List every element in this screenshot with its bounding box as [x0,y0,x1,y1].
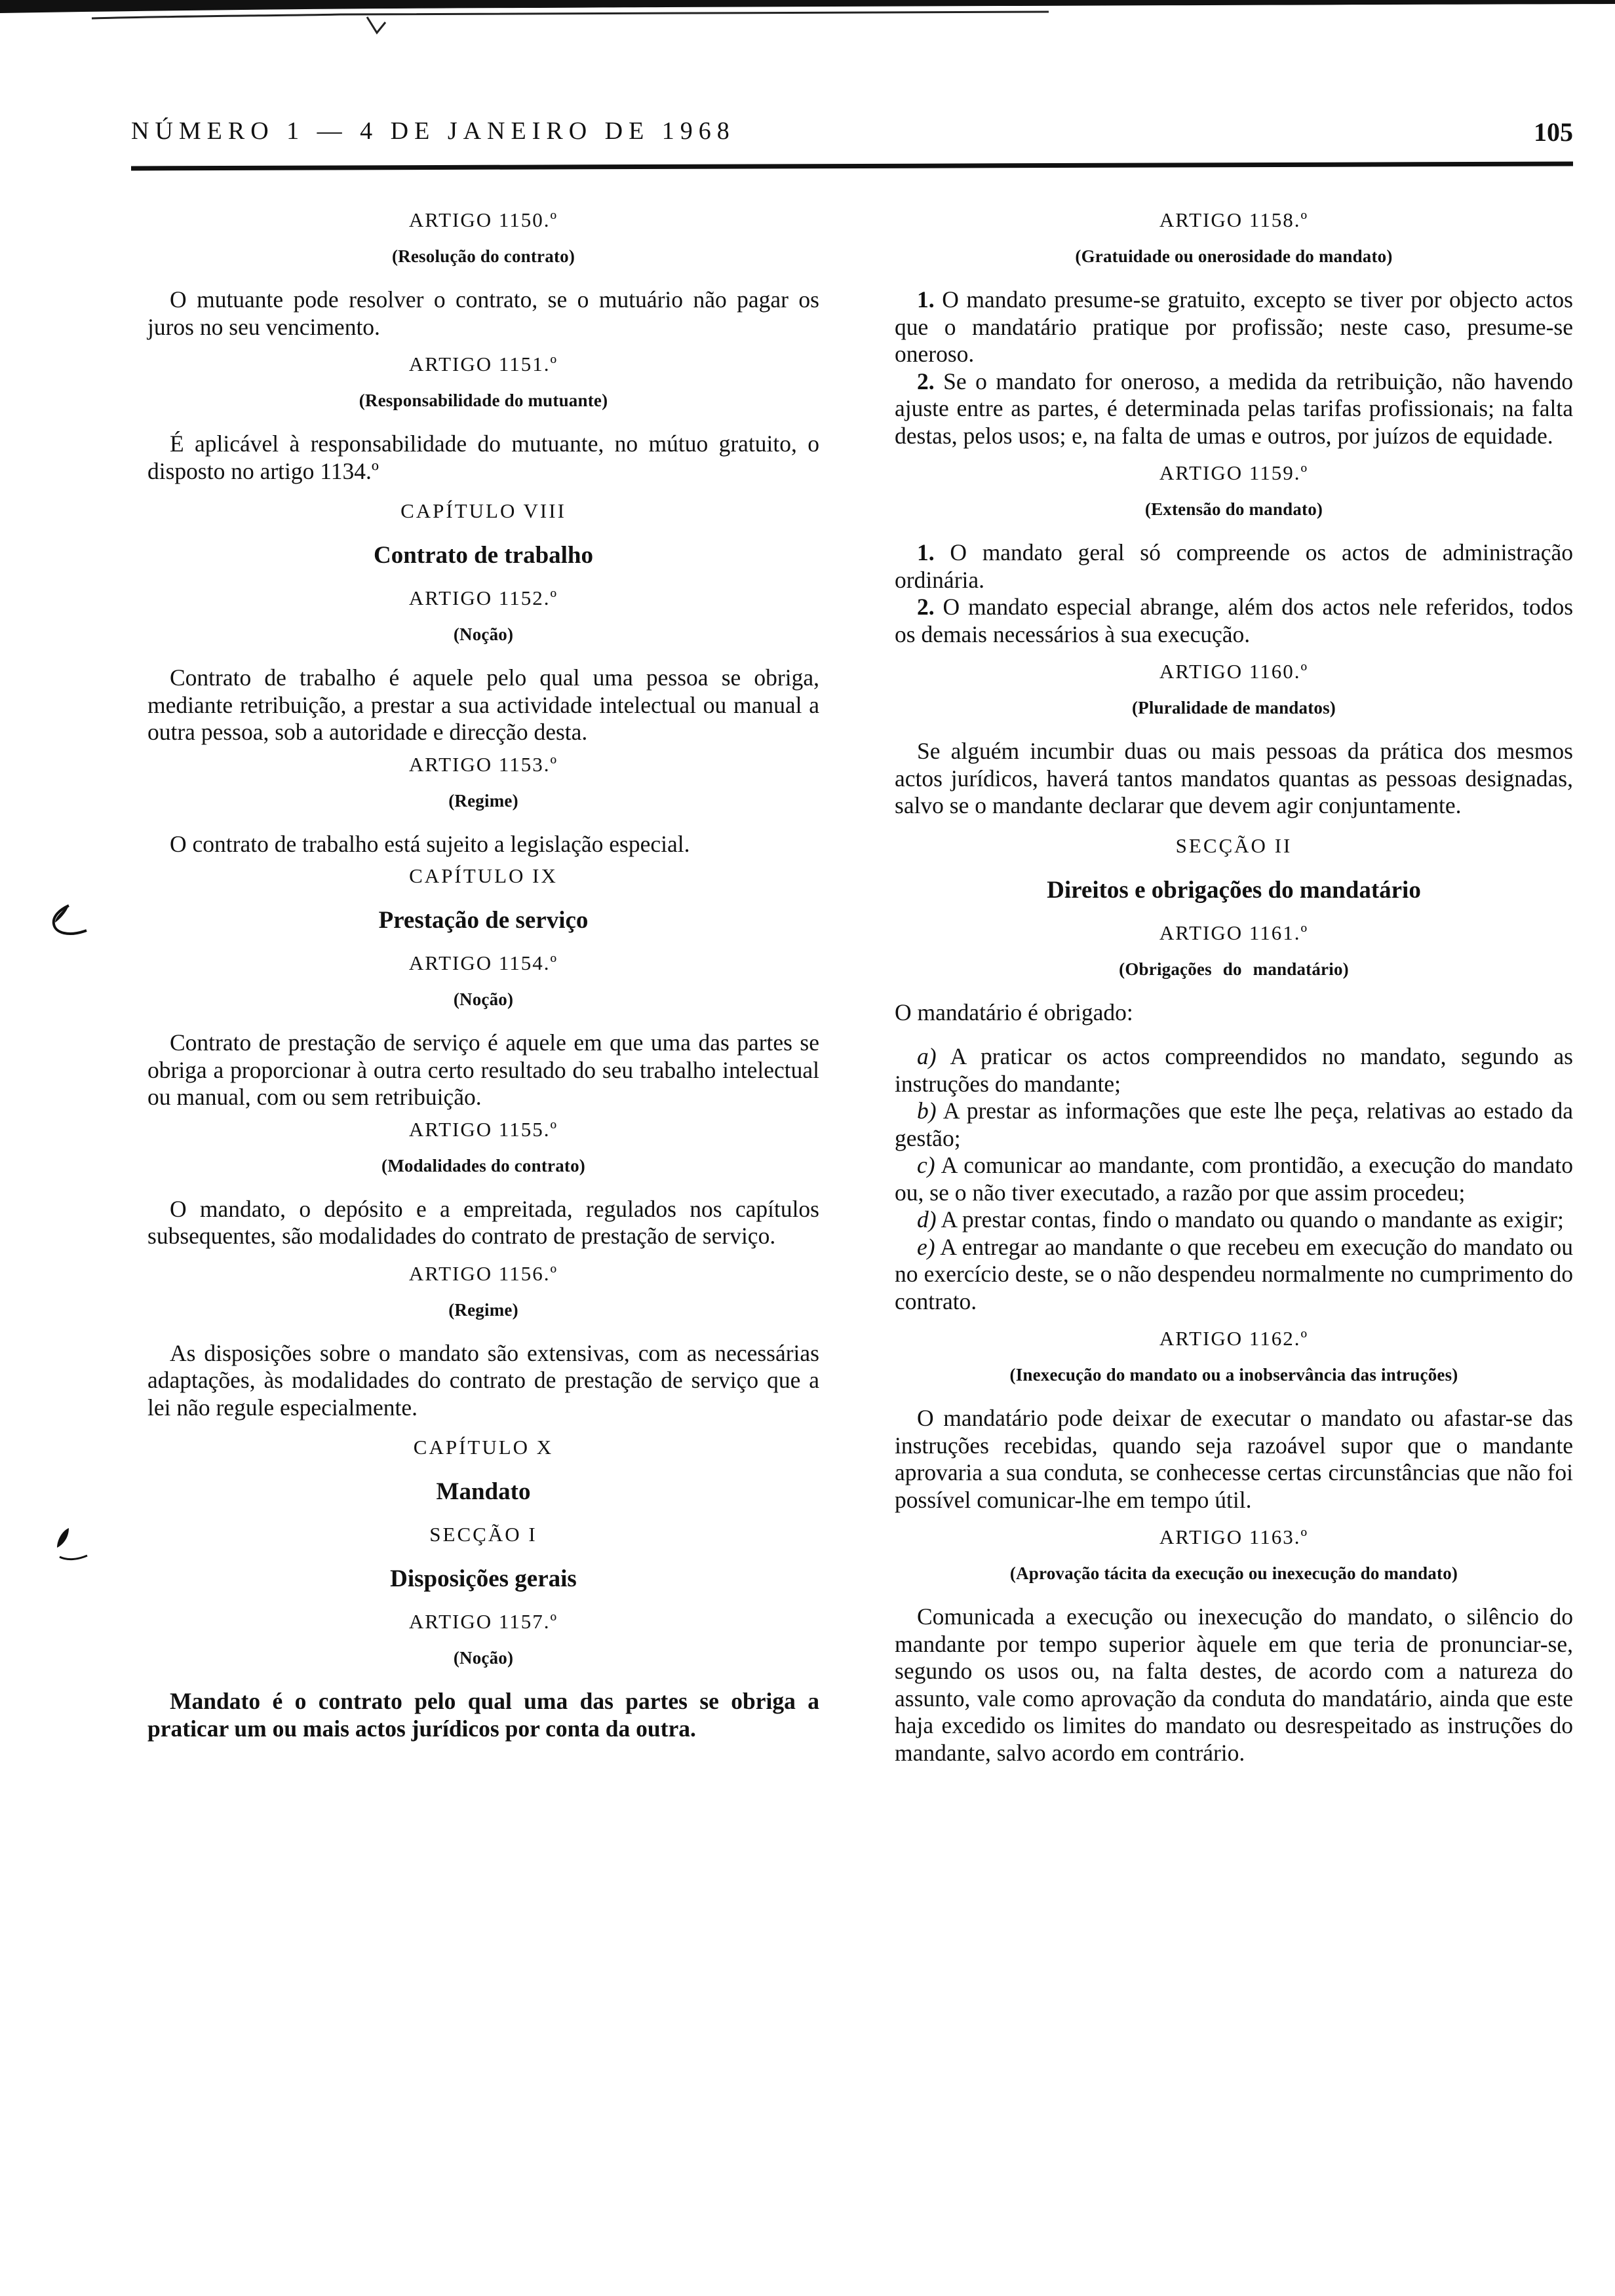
chapter-title: Prestação de serviço [378,907,589,934]
article-heading: ARTIGO 1159.º [1159,461,1309,484]
lettered-item [895,1206,1573,1234]
numbered-item [895,594,1573,648]
article-text: Comunicada a execução ou inexecução do mandato, o silêncio do mandante por tempo superior àquele em que teria de pronunciar-se, segundo os usos ou, na falta destes, de acordo com a natureza do assunto, vale como aprovação da conduta do mandatário, ainda que este haja excedido os limites do mandato ou desrespeitado as instruções do mandante, salvo acordo em contrário. [895,1603,1573,1766]
article-subtitle: (Pluralidade de mandatos) [1131,698,1336,718]
item-letter: d) [917,1206,937,1233]
item-number: 2. [917,594,935,620]
article-heading: ARTIGO 1154.º [408,951,558,974]
article-heading: ARTIGO 1153.º [408,752,558,776]
item-letter: a) [917,1043,937,1069]
item-letter: b) [917,1098,937,1124]
article-subtitle: (Regime) [448,1299,518,1320]
article-1157 [147,1610,819,1742]
article-text: O mandatário pode deixar de executar o mandato ou afastar-se das instruções recebidas, quando seja razoável supor que o mandante aprovaria a sua conduta, se conhecesse certas circunstâncias que não foi possível comunicar-lhe em tempo útil. [895,1405,1573,1513]
article-text: O contrato de trabalho está sujeito a legislação especial. [170,830,690,857]
item-text: Se o mandato for oneroso, a medida da retribuição, não havendo ajuste entre as partes, é determinada pelas tarifas profissionais; na falta destas, pelos usos; e, na falta de umas e outros, por juízos de equidade. [895,368,1573,449]
left-column [147,197,819,1749]
article-text: As disposições sobre o mandato são extensivas, com as necessárias adaptações, às modalidades do contrato de prestação de serviço que a lei não regule especialmente. [147,1339,819,1421]
item-text: A prestar as informações que este lhe peça, relativas ao estado da gestão; [895,1098,1574,1151]
article-heading: ARTIGO 1161.º [1159,921,1309,944]
article-text: Contrato de prestação de serviço é aquele em que uma das partes se obriga a proporcionar à outra certo resultado do seu trabalho intelectual ou manual, com ou sem retribuição. [147,1029,819,1110]
article-1156 [147,1262,819,1422]
scan-edge-artifact [0,0,1615,39]
page-number: 105 [1534,117,1573,147]
margin-check-mark-icon [46,904,92,944]
article-subtitle: (Noção) [453,1648,514,1668]
lettered-item [895,1098,1573,1152]
right-column [895,197,1573,1773]
article-1150 [147,208,819,341]
article-heading: ARTIGO 1150.º [408,208,558,231]
article-1155 [147,1118,819,1250]
chapter-title: Mandato [436,1478,531,1505]
chapter-heading: CAPÍTULO VIII [400,499,566,522]
section-title: Disposições gerais [390,1565,577,1592]
section-heading: SECÇÃO I [429,1523,537,1546]
article-subtitle: (Responsabilidade do mutuante) [359,391,608,410]
chapter-heading: CAPÍTULO IX [409,864,558,887]
article-subtitle: (Extensão do mandato) [1144,499,1323,519]
chapter-10 [147,1436,819,1506]
article-text: Contrato de trabalho é aquele pelo qual uma pessoa se obriga, mediante retribuição, a prestar a sua actividade intelectual ou manual a outra pessoa, sob a autoridade e direcção desta. [147,664,819,745]
article-subtitle: (Resolução do contrato) [391,246,575,266]
article-1160 [895,660,1573,820]
article-1161 [895,921,1573,1316]
section-1 [147,1523,819,1593]
page-header [131,117,1573,156]
chapter-title: Contrato de trabalho [373,542,594,569]
chapter-8 [147,499,819,569]
article-text: É aplicável à responsabilidade do mutuante, no mútuo gratuito, o disposto no artigo 1134.º [147,430,819,484]
item-number: 2. [917,368,935,394]
lettered-item [895,1152,1573,1206]
item-text: A prestar contas, findo o mandato ou quando o mandante as exigir; [941,1206,1564,1233]
article-1153 [147,753,819,858]
article-heading: ARTIGO 1152.º [408,586,558,609]
section-title: Direitos e obrigações do mandatário [1047,876,1421,904]
article-1159 [895,461,1573,648]
article-text: O mandato, o depósito e a empreitada, regulados nos capítulos subsequentes, são modalidades do contrato de prestação de serviço. [147,1195,819,1249]
article-text: O mutuante pode resolver o contrato, se o mutuário não pagar os juros no seu vencimento. [147,286,819,340]
item-number: 1. [917,539,935,565]
article-heading: ARTIGO 1156.º [408,1261,558,1285]
issue-title: NÚMERO 1 — 4 DE JANEIRO DE 1968 [131,117,735,145]
article-heading: ARTIGO 1163.º [1159,1525,1309,1548]
article-subtitle: (Modalidades do contrato) [381,1155,585,1176]
chapter-heading: CAPÍTULO X [413,1436,554,1459]
article-1154 [147,951,819,1111]
margin-check-mark-icon [49,1527,95,1573]
lettered-item [895,1043,1573,1098]
article-subtitle: (Noção) [453,624,514,644]
numbered-item [895,368,1573,450]
item-text: O mandato especial abrange, além dos actos nele referidos, todos os demais necessários à sua execução. [895,594,1574,647]
article-subtitle: (Noção) [453,989,514,1009]
article-heading: ARTIGO 1160.º [1159,660,1309,683]
article-text: Se alguém incumbir duas ou mais pessoas da prática dos mesmos actos jurídicos, haverá tantos mandatos quantas as pessoas designadas, salvo se o mandante declarar que devem agir conjuntamente. [895,738,1573,818]
item-text: O mandato geral só compreende os actos de administração ordinária. [895,539,1574,593]
article-subtitle: (Obrigações do mandatário) [1119,959,1349,979]
article-1151 [147,353,819,485]
article-1158 [895,208,1573,450]
section-heading: SECÇÃO II [1175,833,1293,857]
item-text: O mandato presume-se gratuito, excepto se tiver por objecto actos que o mandatário pratique por profissão; neste caso, presume-se oneroso. [895,286,1573,367]
article-subtitle: (Aprovação tácita da execução ou inexecução do mandato) [1009,1563,1458,1583]
article-intro: O mandatário é obrigado: [895,999,1133,1025]
article-subtitle: (Inexecução do mandato ou a inobservância das intruções) [1009,1365,1458,1385]
section-2 [895,834,1573,904]
article-subtitle: (Gratuidade ou onerosidade do mandato) [1075,246,1393,266]
header-rule [131,162,1573,171]
article-heading: ARTIGO 1155.º [408,1117,558,1141]
numbered-item [895,286,1573,368]
item-number: 1. [917,286,935,313]
item-text: A entregar ao mandante o que recebeu em execução do mandato ou no exercício deste, se o não despendeu normalmente no cumprimento do contrato. [895,1233,1573,1314]
item-letter: c) [917,1152,935,1178]
article-subtitle: (Regime) [448,790,518,811]
lettered-item [895,1234,1573,1316]
item-text: A comunicar ao mandante, com prontidão, a execução do mandato ou, se o não tiver executado, a razão por que assim procedeu; [895,1152,1574,1206]
article-text: Mandato é o contrato pelo qual uma das partes se obriga a praticar um ou mais actos jurídicos por conta da outra. [147,1688,819,1742]
numbered-item [895,539,1573,594]
article-heading: ARTIGO 1158.º [1159,208,1309,231]
item-letter: e) [917,1233,935,1260]
article-1163 [895,1525,1573,1767]
article-1152 [147,586,819,746]
article-heading: ARTIGO 1162.º [1159,1327,1309,1350]
article-1162 [895,1327,1573,1514]
article-heading: ARTIGO 1157.º [408,1610,558,1633]
chapter-9 [147,864,819,934]
item-text: A praticar os actos compreendidos no mandato, segundo as instruções do mandante; [895,1043,1574,1097]
article-heading: ARTIGO 1151.º [408,353,558,375]
